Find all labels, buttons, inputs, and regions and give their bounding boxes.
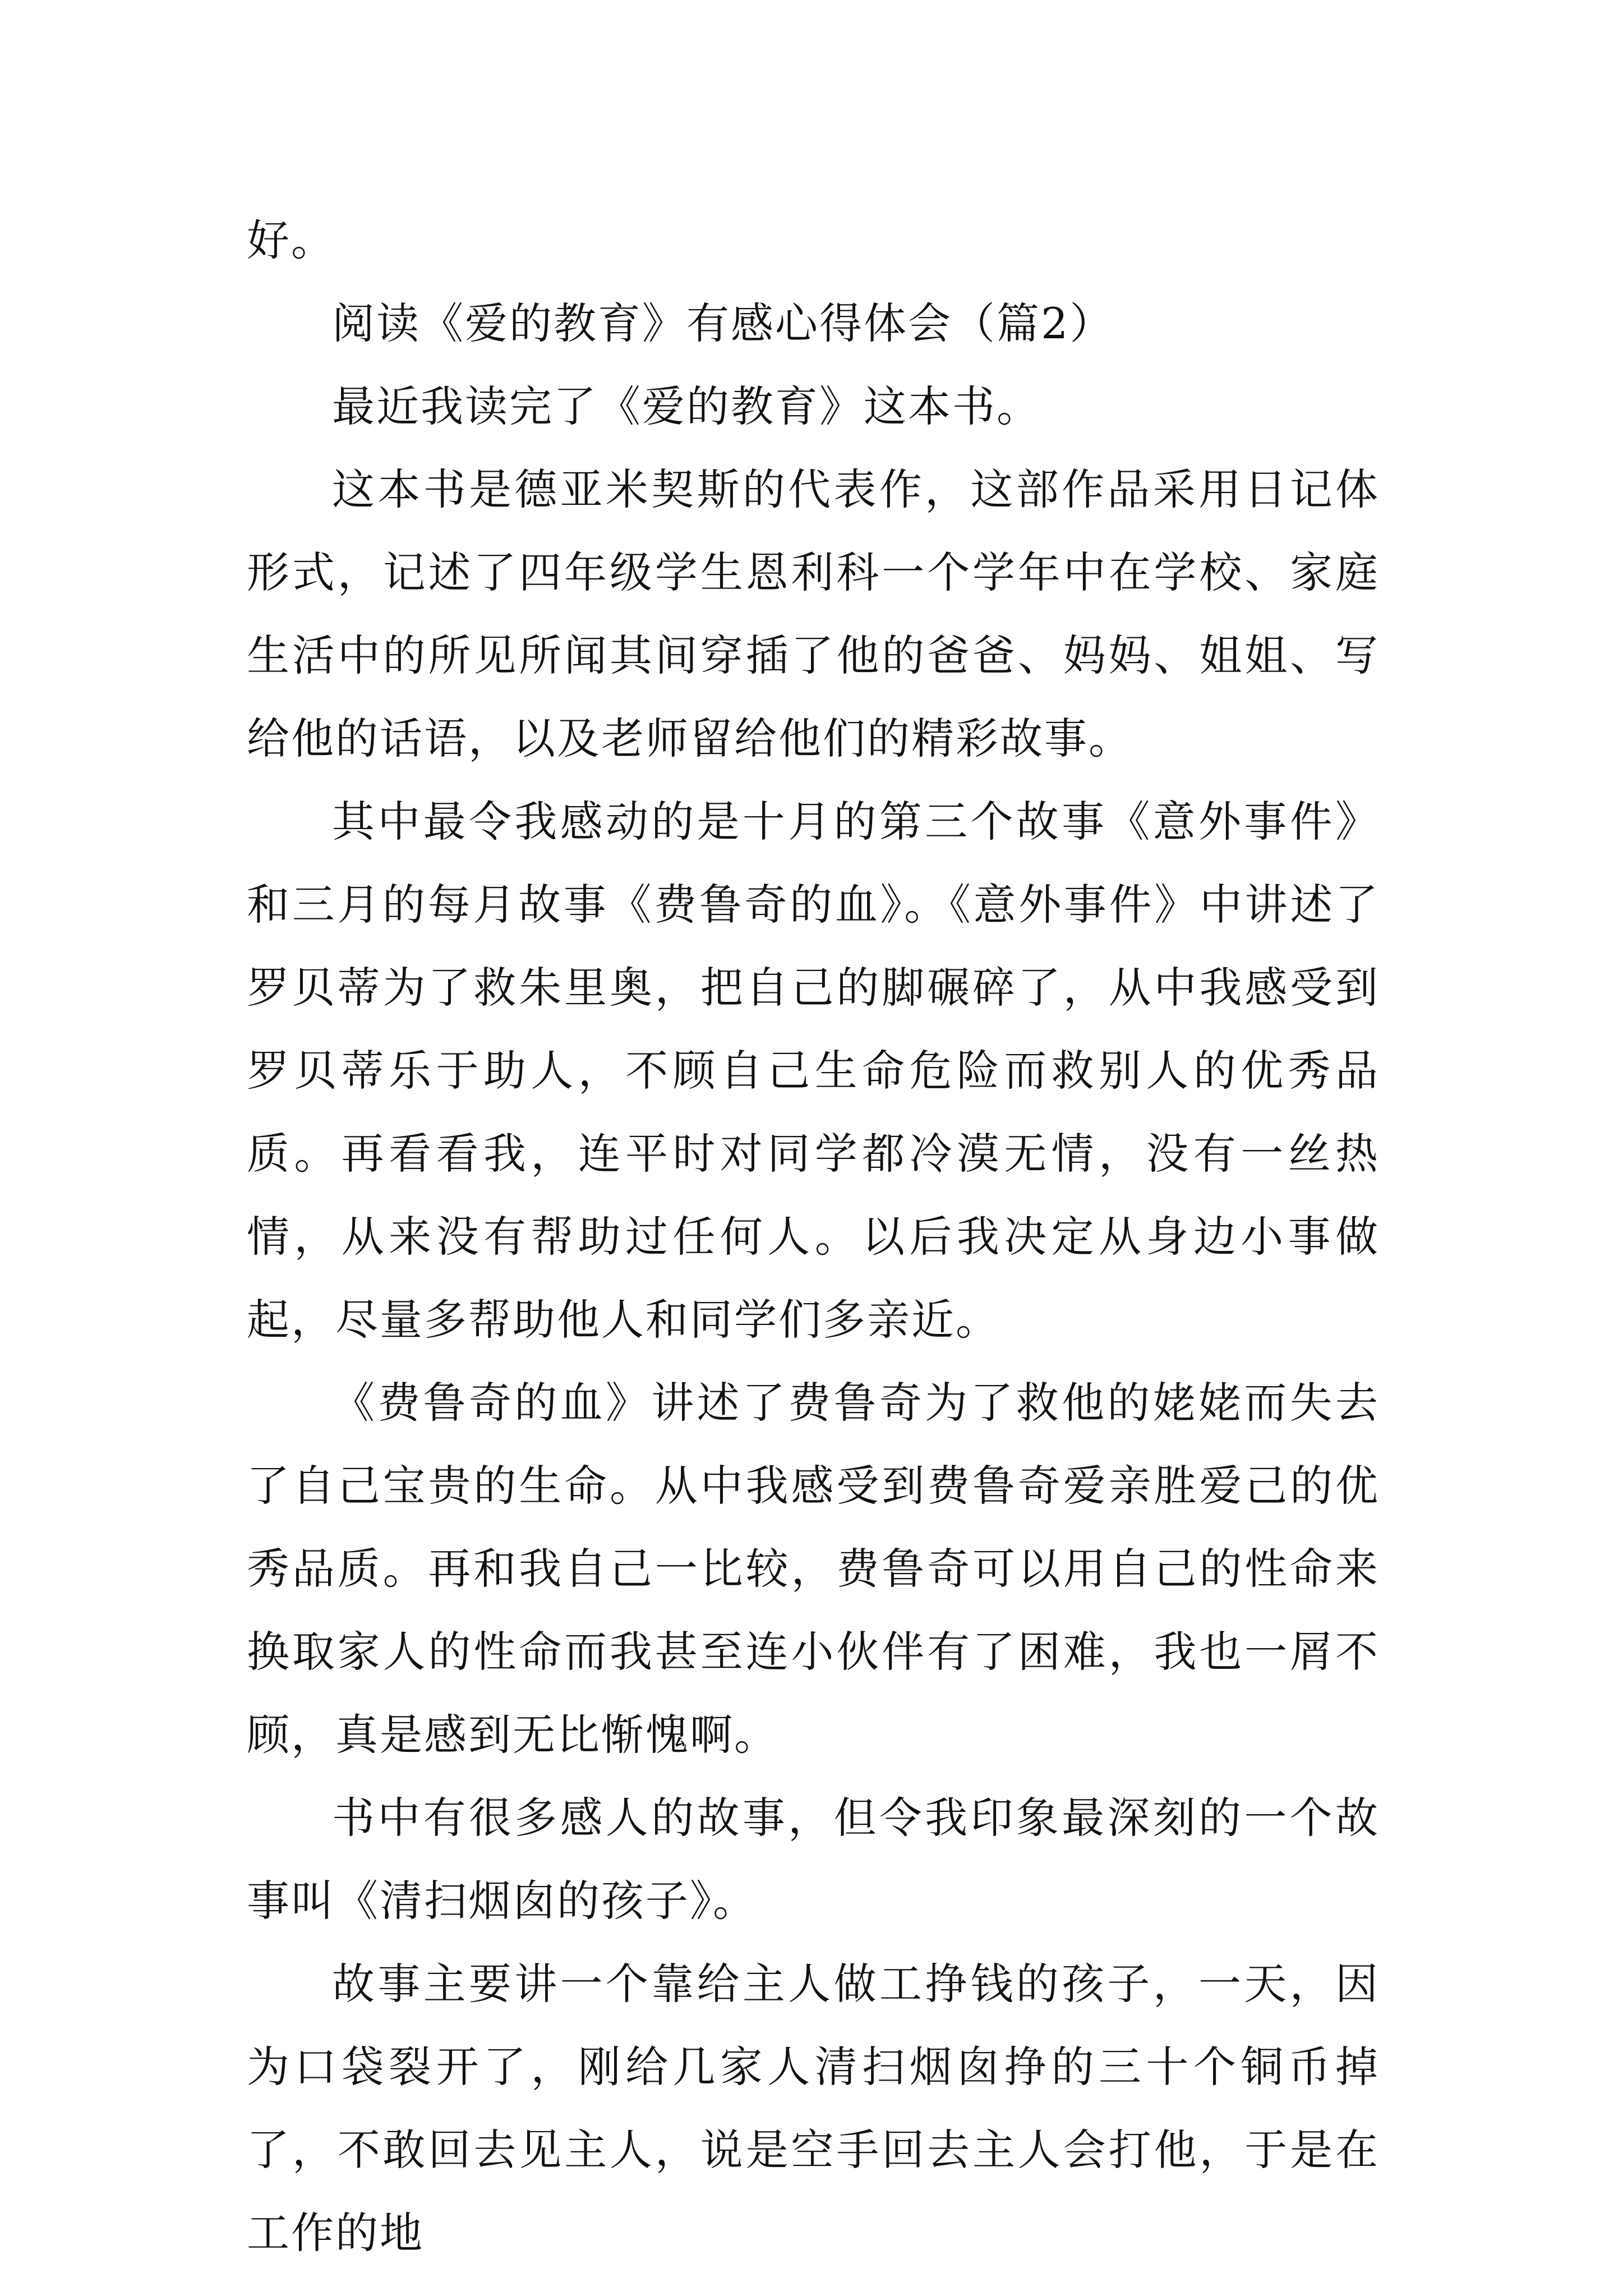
section-heading: 阅读《爱的教育》有感心得体会（篇2） — [332, 298, 1114, 348]
paragraph: 《费鲁奇的血》讲述了费鲁奇为了救他的姥姥而失去了自己宝贵的生命。从中我感受到费鲁奇爱亲胜爱己的优秀品质。再和我自己一比较，费鲁奇可以用自己的性命来换取家人的性命而我甚至连小伙伴有了困难，我也一屑不顾，真是感到无比惭愧啊。 — [247, 1378, 1380, 1760]
body-text — [247, 199, 1380, 2275]
paragraph: 故事主要讲一个靠给主人做工挣钱的孩子，一天，因为口袋裂开了，刚给几家人清扫烟囱挣的三十个铜币掉了，不敢回去见主人，说是空手回去主人会打他，于是在工作的地 — [247, 1959, 1380, 2258]
paragraph-continuation: 好。 — [247, 215, 335, 265]
paragraph: 最近我读完了《爱的教育》这本书。 — [332, 381, 1041, 431]
paragraph: 书中有很多感人的故事，但令我印象最深刻的一个故事叫《清扫烟囱的孩子》。 — [247, 1793, 1380, 1926]
paragraph: 其中最令我感动的是十月的第三个故事《意外事件》和三月的每月故事《费鲁奇的血》。《意外事件》中讲述了罗贝蒂为了救朱里奥，把自己的脚碾碎了，从中我感受到罗贝蒂乐于助人，不顾自己生命危险而救别人的优秀品质。再看看我，连平时对同学都冷漠无情，没有一丝热情，从来没有帮助过任何人。以后我决定从身边小事做起，尽量多帮助他人和同学们多亲近。 — [247, 797, 1380, 1345]
paragraph: 这本书是德亚米契斯的代表作，这部作品采用日记体形式，记述了四年级学生恩利科一个学年中在学校、家庭生活中的所见所闻其间穿插了他的爸爸、妈妈、姐姐、写给他的话语，以及老师留给他们的精彩故事。 — [247, 464, 1380, 763]
